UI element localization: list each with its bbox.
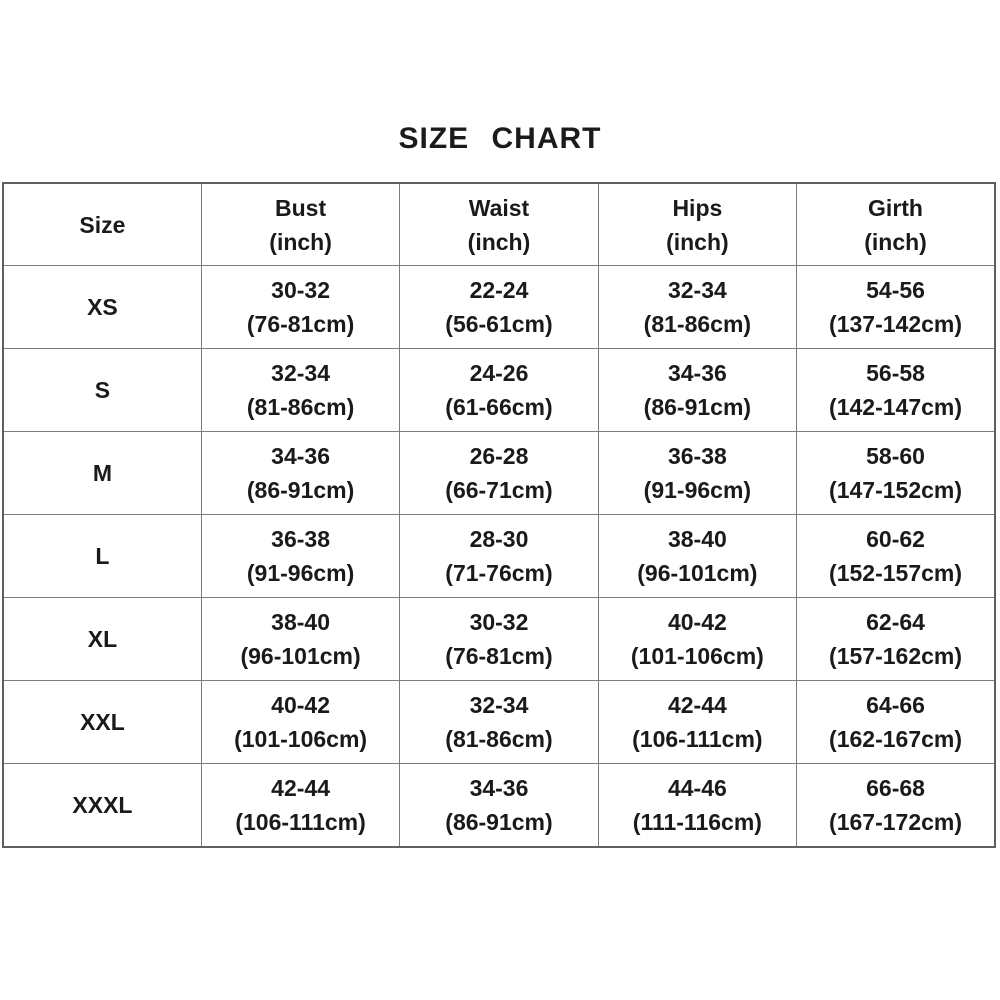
inch-range: 64-66 [866, 692, 925, 718]
inch-range: 26-28 [469, 443, 529, 469]
measurement-cell [400, 598, 598, 681]
measurement-cell [400, 349, 598, 432]
cm-range: (96-101cm) [637, 560, 758, 586]
cm-range: (76-81cm) [445, 643, 553, 669]
column-label: Waist [468, 194, 530, 221]
inch-range: 42-44 [271, 775, 330, 801]
inch-range: 58-60 [866, 443, 925, 469]
measurement-cell [598, 266, 796, 349]
cm-range: (142-147cm) [829, 394, 963, 420]
inch-range: 56-58 [866, 360, 925, 386]
measurement-cell [400, 764, 598, 848]
cm-range: (81-86cm) [445, 726, 553, 752]
column-label: Girth [868, 194, 923, 221]
measurement-cell [400, 515, 598, 598]
cm-range: (61-66cm) [445, 394, 553, 420]
cm-range: (106-111cm) [632, 726, 763, 752]
inch-range: 28-30 [469, 526, 529, 552]
measurement-cell [797, 515, 995, 598]
column-label: Size [79, 211, 126, 238]
inch-range: 40-42 [667, 609, 727, 635]
cm-range: (167-172cm) [829, 809, 963, 835]
measurement-cell [797, 764, 995, 848]
size-label-xxl: XXL [3, 681, 201, 764]
cm-range: (86-91cm) [643, 394, 752, 420]
column-header-hips [598, 183, 796, 266]
cm-range: (81-86cm) [643, 311, 752, 337]
inch-range: 24-26 [469, 360, 529, 386]
size-label-s: S [3, 349, 201, 432]
size-row-xxxl [3, 764, 995, 848]
size-row-l [3, 515, 995, 598]
column-unit: (inch) [467, 228, 531, 255]
size-table-body [3, 266, 995, 848]
page-title: SIZE CHART [398, 122, 602, 155]
cm-range: (56-61cm) [445, 311, 553, 337]
measurement-cell [400, 432, 598, 515]
inch-range: 32-34 [271, 360, 330, 386]
measurement-cell [598, 349, 796, 432]
inch-range: 40-42 [271, 692, 330, 718]
inch-range: 34-36 [271, 443, 330, 469]
cm-range: (91-96cm) [246, 560, 355, 586]
measurement-cell [201, 515, 399, 598]
measurement-cell [598, 515, 796, 598]
header-row [3, 183, 995, 266]
cm-range: (147-152cm) [829, 477, 963, 503]
inch-range: 54-56 [866, 277, 925, 303]
measurement-cell [598, 681, 796, 764]
cm-range: (157-162cm) [829, 643, 963, 669]
size-label-xs: XS [3, 266, 201, 349]
column-unit: (inch) [666, 228, 729, 255]
measurement-cell [201, 349, 399, 432]
inch-range: 36-38 [271, 526, 330, 552]
inch-range: 34-36 [667, 360, 727, 386]
cm-range: (152-157cm) [829, 560, 963, 586]
cm-range: (111-116cm) [632, 809, 762, 835]
cm-range: (106-111cm) [235, 809, 366, 835]
measurement-cell [797, 266, 995, 349]
column-header-waist [400, 183, 598, 266]
size-row-s [3, 349, 995, 432]
cm-range: (71-76cm) [445, 560, 553, 586]
measurement-cell [598, 598, 796, 681]
measurement-cell [201, 432, 399, 515]
cm-range: (86-91cm) [246, 477, 355, 503]
measurement-cell [201, 764, 399, 848]
cm-range: (162-167cm) [829, 726, 963, 752]
measurement-cell [400, 681, 598, 764]
size-row-xxl [3, 681, 995, 764]
size-label-l: L [3, 515, 201, 598]
column-label: Hips [672, 194, 723, 221]
inch-range: 30-32 [469, 609, 529, 635]
size-row-xs [3, 266, 995, 349]
cm-range: (91-96cm) [643, 477, 752, 503]
inch-range: 38-40 [667, 526, 727, 552]
measurement-cell [797, 432, 995, 515]
inch-range: 32-34 [469, 692, 529, 718]
measurement-cell [797, 598, 995, 681]
inch-range: 66-68 [866, 775, 925, 801]
measurement-cell [201, 266, 399, 349]
measurement-cell [797, 681, 995, 764]
column-label: Bust [275, 194, 327, 221]
column-header-bust [201, 183, 399, 266]
size-row-m [3, 432, 995, 515]
cm-range: (96-101cm) [240, 643, 361, 669]
inch-range: 62-64 [866, 609, 925, 635]
cm-range: (66-71cm) [445, 477, 553, 503]
size-label-xl: XL [3, 598, 201, 681]
inch-range: 30-32 [271, 277, 330, 303]
measurement-cell [797, 349, 995, 432]
cm-range: (86-91cm) [445, 809, 553, 835]
size-label-m: M [3, 432, 201, 515]
inch-range: 34-36 [469, 775, 529, 801]
inch-range: 32-34 [667, 277, 727, 303]
inch-range: 42-44 [667, 692, 727, 718]
measurement-cell [598, 432, 796, 515]
size-row-xl [3, 598, 995, 681]
measurement-cell [201, 681, 399, 764]
column-header-size [3, 183, 201, 266]
inch-range: 36-38 [667, 443, 727, 469]
cm-range: (101-106cm) [630, 643, 764, 669]
inch-range: 44-46 [667, 775, 727, 801]
cm-range: (137-142cm) [829, 311, 963, 337]
column-unit: (inch) [269, 228, 332, 255]
size-label-xxxl: XXXL [3, 764, 201, 848]
column-header-girth [797, 183, 995, 266]
inch-range: 60-62 [866, 526, 925, 552]
inch-range: 22-24 [469, 277, 529, 303]
measurement-cell [201, 598, 399, 681]
cm-range: (81-86cm) [246, 394, 355, 420]
measurement-cell [598, 764, 796, 848]
column-unit: (inch) [864, 228, 927, 255]
table-header [3, 183, 995, 266]
inch-range: 38-40 [271, 609, 330, 635]
cm-range: (101-106cm) [234, 726, 368, 752]
size-chart-table [2, 182, 996, 848]
measurement-cell [400, 266, 598, 349]
cm-range: (76-81cm) [246, 311, 355, 337]
